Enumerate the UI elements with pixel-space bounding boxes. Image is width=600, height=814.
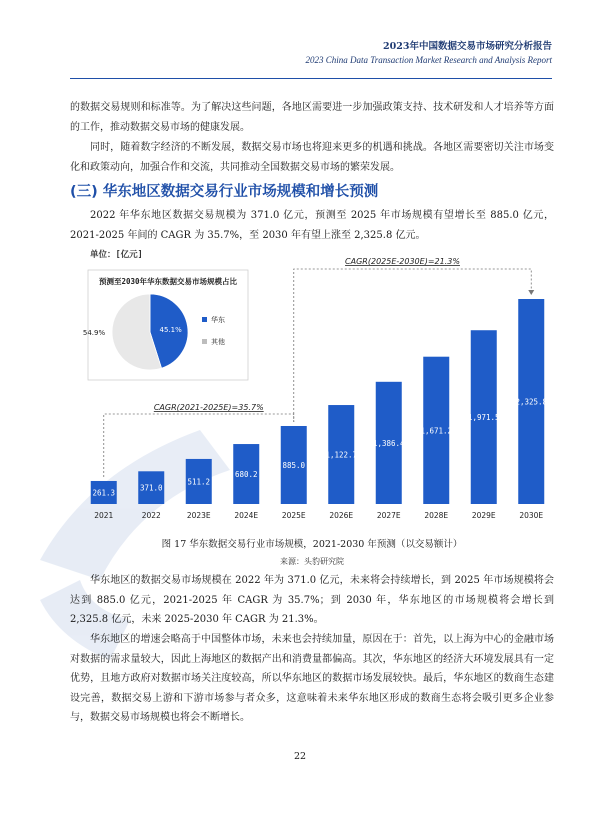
x-tick-label: 2027E — [376, 511, 401, 520]
bar-value-label: 261.3 — [92, 488, 116, 498]
legend-swatch — [202, 317, 207, 322]
x-tick-label: 2028E — [424, 511, 449, 520]
bar-value-label: 1,386.4 — [372, 438, 405, 448]
page-header — [306, 40, 553, 67]
bar-value-label: 680.2 — [234, 470, 258, 480]
chart-svg — [70, 244, 554, 534]
header-title-en: 2023 China Data Transaction Market Research and Analysis Report — [305, 55, 552, 65]
bar-value-label: 2,325.8 — [515, 397, 548, 407]
x-tick-label: 2029E — [471, 511, 496, 520]
legend-label: 华东 — [211, 316, 225, 324]
header-divider — [70, 78, 552, 79]
x-tick-label: 2022 — [141, 511, 161, 520]
x-tick-label: 2026E — [329, 511, 354, 520]
legend-swatch — [202, 339, 207, 344]
cagr-arrow-2 — [528, 290, 534, 295]
unit-label: 单位：[亿元] — [90, 250, 143, 260]
figure-caption: 图 17 华东数据交易行业市场规模，2021-2030 年预测（以交易额计） — [161, 539, 463, 550]
paragraph-5: 华东地区的增速会略高于中国整体市场，未来也会持续加量，原因在于：首先，以上海为中心的金融市场对数据的需求量较大，因此上海地区的数据产出和消费量都偏高。其次，华东地区的经济大环境发展具有一定优势，且地方政府对数据市场关注度较高，所以华东地区的数据市场发展较快。最后，华东地区的数商生态建设完善，数据交易上游和下游市场参与者众多，这意味着未来华东地区形成的数商生态将会吸引更多企业参与，数据交易市场规模也将会不断增长。 — [70, 634, 554, 723]
bar-value-label: 511.2 — [187, 477, 211, 487]
bar-value-label: 1,671.2 — [420, 426, 453, 436]
x-tick-label: 2023E — [186, 511, 211, 520]
pie-title: 预测至2030年华东数据交易市场规模占比 — [98, 277, 238, 286]
paragraph-1: 的数据交易规则和标准等。为了解决这些问题，各地区需要进一步加强政策支持、技术研发和人才培养等方面的工作，推动数据交易市场的健康发展。 — [70, 102, 554, 133]
x-tick-label: 2025E — [281, 511, 306, 520]
legend-label: 其他 — [211, 338, 225, 346]
bar-value-label: 885.0 — [282, 460, 306, 470]
cagr-label-1: CAGR(2021-2025E)=35.7% — [153, 403, 264, 412]
header-title-cn: 2023年中国数据交易市场研究分析报告 — [383, 41, 552, 52]
x-tick-label: 2024E — [234, 511, 259, 520]
paragraph-2: 同时，随着数字经济的不断发展，数据交易市场也将迎来更多的机遇和挑战。各地区需要密切关注市场变化和政策动向，加强合作和交流，共同推动全国数据交易市场的繁荣发展。 — [70, 142, 554, 173]
paragraph-3: 2022 年华东地区数据交易规模为 371.0 亿元，预测至 2025 年市场规模有望增长至 885.0 亿元，2021-2025 年间的 CAGR 为 35.7%，至 2030 年有望上涨至 2,325.8 亿元。 — [70, 210, 554, 241]
chart-area — [70, 244, 554, 534]
bar-value-label: 1,122.7 — [325, 450, 358, 460]
x-tick-label: 2030E — [519, 511, 544, 520]
page-number: 22 — [293, 751, 307, 762]
section-heading: (三) 华东地区数据交易行业市场规模和增长预测 — [70, 184, 379, 200]
bar-value-label: 371.0 — [139, 483, 163, 493]
cagr-label-2: CAGR(2025E-2030E)=21.3% — [345, 257, 460, 266]
figure-source: 来源：头豹研究院 — [280, 557, 344, 566]
paragraph-4: 华东地区的数据交易市场规模在 2022 年为 371.0 亿元，未来将会持续增长，到 2025 年市场规模将会达到 885.0 亿元，2021-2025 年 CAGR 为 35.7%；到 2030 年，华东地区的市场规模将会增长到 2,325.8 亿元，未来 2025-2030 年 CAGR 为 21.3%。 — [70, 575, 554, 625]
pie-value-label: 54.9% — [82, 329, 106, 337]
pie-value-label: 45.1% — [159, 325, 182, 334]
bar-value-label: 1,971.5 — [467, 413, 500, 423]
x-tick-label: 2021 — [94, 511, 114, 520]
